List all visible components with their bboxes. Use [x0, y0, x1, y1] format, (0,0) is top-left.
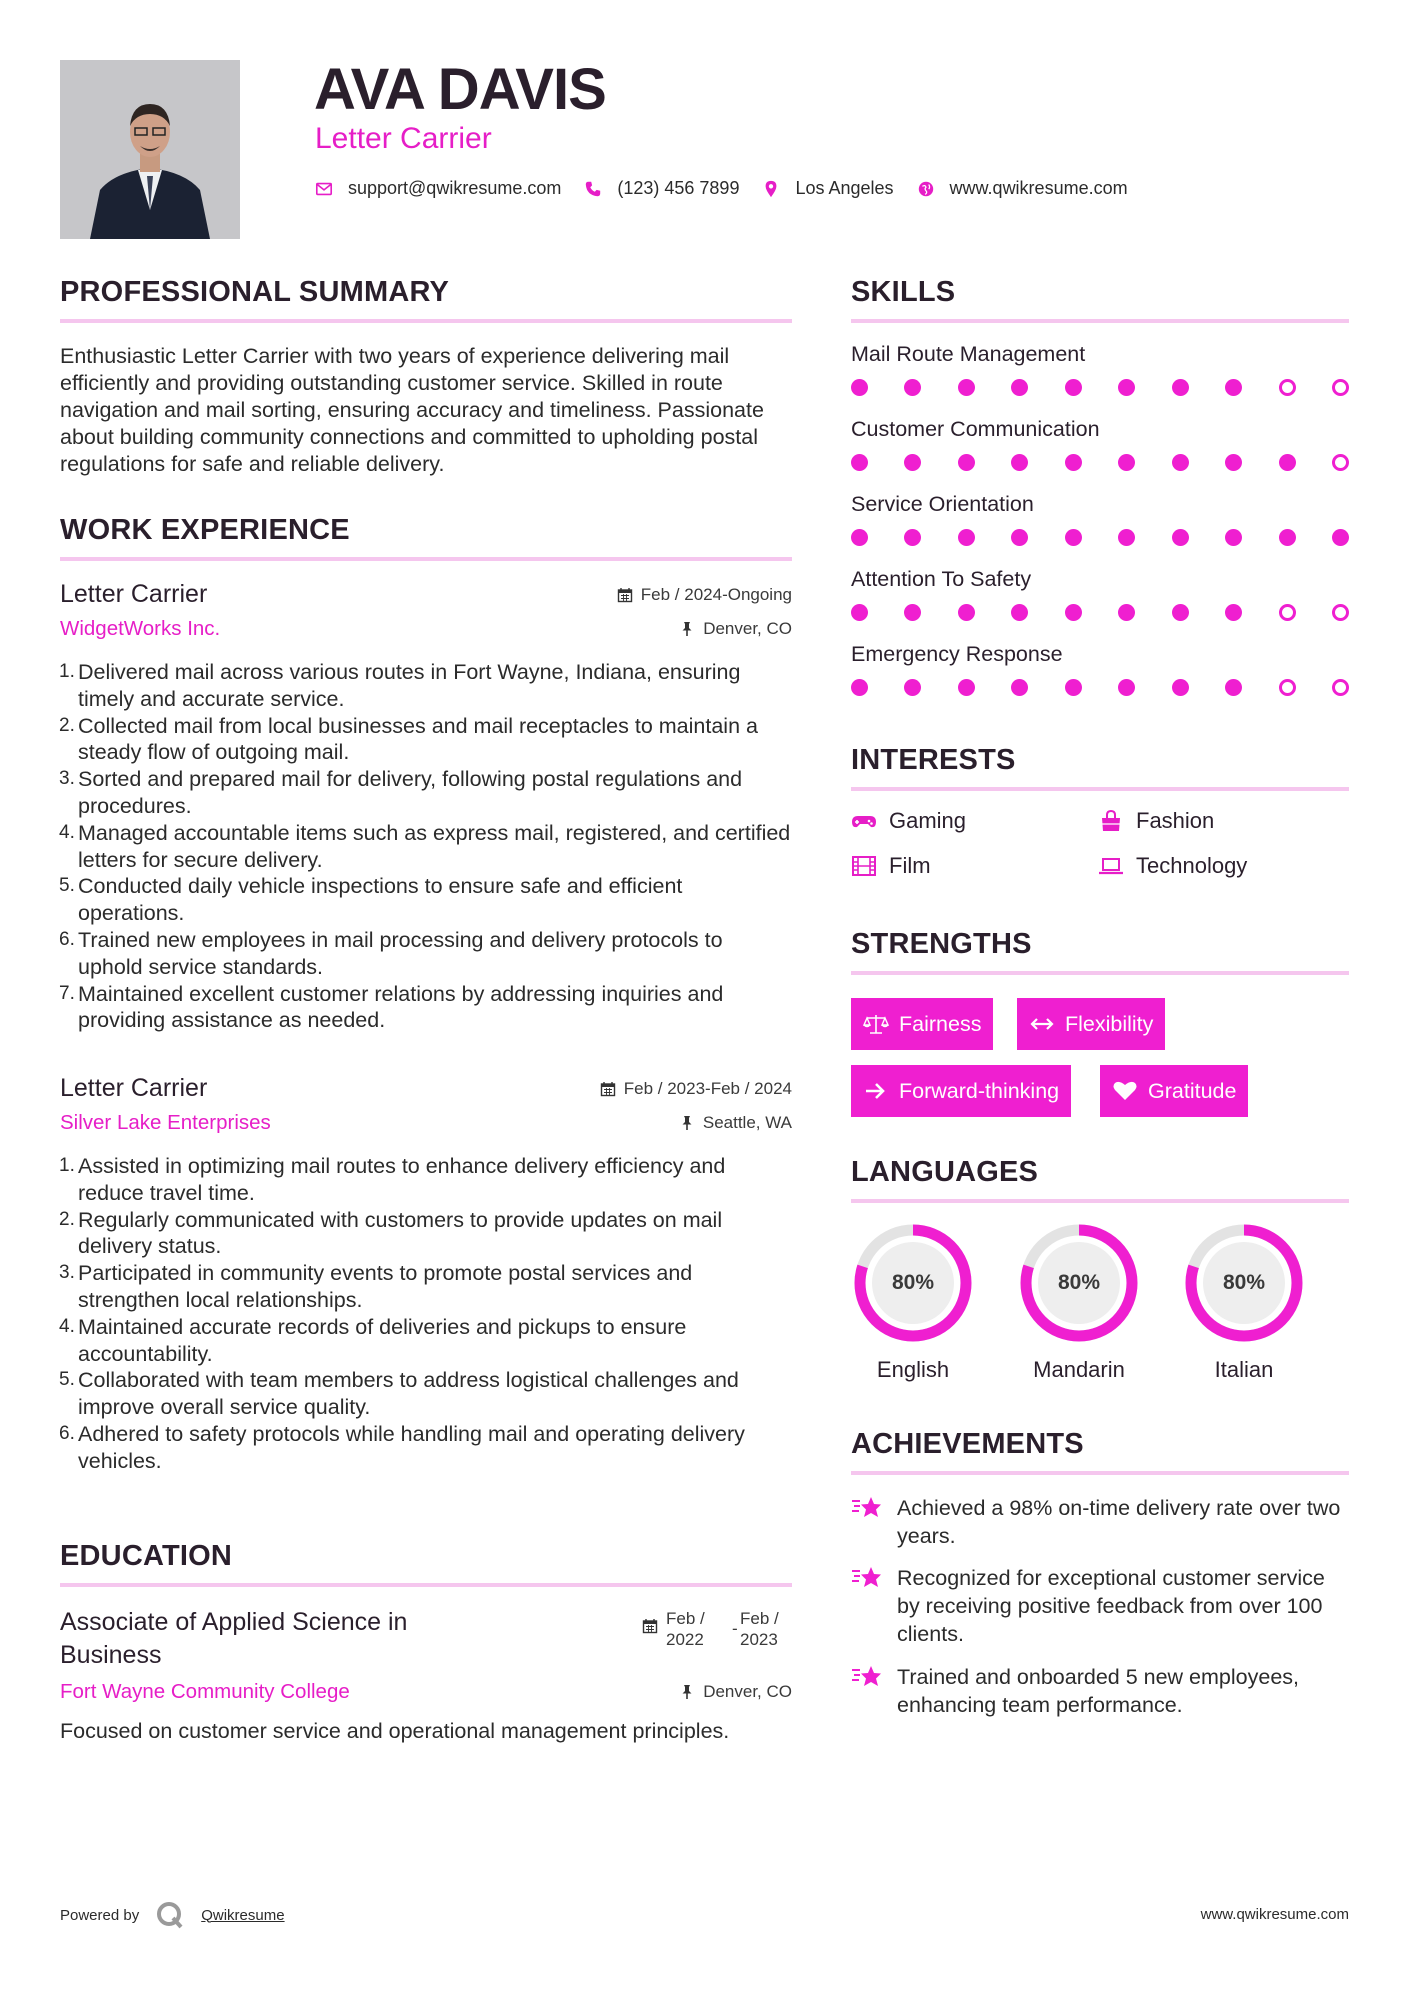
- candidate-name: AVA DAVIS: [314, 57, 606, 122]
- languages-section: [851, 1156, 1349, 1203]
- email-text: support@qwikresume.com: [348, 178, 562, 198]
- shooting-star-icon: [851, 1562, 885, 1592]
- list-item: 7. Maintained excellent customer relations by addressing inquiries and providing assistance as needed.: [59, 981, 724, 1033]
- envelope-icon: [314, 179, 334, 199]
- achievement-item: Trained and onboarded 5 new employees, enhancing team performance.: [851, 1663, 1351, 1719]
- footer-powered-by: Powered by Qwikresume: [60, 1900, 285, 1930]
- strength-tag: Flexibility: [1017, 998, 1165, 1050]
- contact-location: [761, 178, 893, 199]
- language-progress-ring: [1017, 1221, 1141, 1345]
- contact-email[interactable]: [314, 178, 561, 199]
- rating-dot-empty: [1332, 454, 1349, 471]
- rating-dot-filled: [1065, 379, 1082, 396]
- profile-photo: [60, 60, 240, 239]
- contact-phone[interactable]: [583, 178, 739, 199]
- rating-dot-filled: [1065, 604, 1082, 621]
- contact-bar: [314, 178, 1150, 199]
- footer-website[interactable]: www.qwikresume.com: [1200, 1906, 1349, 1923]
- language-name: English: [876, 1357, 950, 1382]
- skill-name: Service Orientation: [851, 492, 1034, 516]
- location-text: Los Angeles: [795, 178, 894, 198]
- rating-dot-filled: [1011, 454, 1028, 471]
- achievements-section: [851, 1428, 1349, 1475]
- arrow-right-icon: [863, 1080, 889, 1102]
- qwikresume-link[interactable]: Qwikresume: [201, 1906, 285, 1924]
- map-pin-icon: [761, 179, 781, 199]
- rating-dot-filled: [1225, 604, 1242, 621]
- rating-dot-filled: [1065, 529, 1082, 546]
- rating-dot-empty: [1279, 679, 1296, 696]
- skill-rating: [851, 679, 1349, 696]
- rating-dot-filled: [1011, 379, 1028, 396]
- shooting-star-icon: [851, 1661, 885, 1691]
- rating-dot-filled: [1225, 679, 1242, 696]
- strengths-heading: STRENGTHS: [851, 928, 1349, 975]
- rating-dot-filled: [958, 679, 975, 696]
- rating-dot-empty: [1279, 379, 1296, 396]
- summary-heading: PROFESSIONAL SUMMARY: [60, 276, 792, 323]
- rating-dot-filled: [1118, 379, 1135, 396]
- skill-name: Emergency Response: [851, 642, 1063, 666]
- rating-dot-filled: [1118, 529, 1135, 546]
- job-company: WidgetWorks Inc.: [60, 617, 221, 640]
- rating-dot-empty: [1332, 679, 1349, 696]
- skill-name: Mail Route Management: [851, 342, 1086, 366]
- skills-section: [851, 276, 1349, 323]
- rating-dot-filled: [1011, 679, 1028, 696]
- job-title: Letter Carrier: [60, 1074, 208, 1102]
- experience-heading: WORK EXPERIENCE: [60, 514, 792, 561]
- qwikresume-logo-icon: [155, 1900, 185, 1930]
- candidate-title: Letter Carrier: [315, 122, 492, 155]
- rating-dot-filled: [904, 454, 921, 471]
- rating-dot-filled: [1225, 379, 1242, 396]
- interest-item: Gaming: [851, 808, 966, 834]
- interests-heading: INTERESTS: [851, 744, 1349, 791]
- achievements-heading: ACHIEVEMENTS: [851, 1428, 1349, 1475]
- language-name: Italian: [1214, 1357, 1274, 1382]
- laptop-icon: [1098, 855, 1124, 877]
- rating-dot-filled: [1332, 529, 1349, 546]
- rating-dot-filled: [1172, 679, 1189, 696]
- education-section: [60, 1540, 792, 1587]
- list-item: 5. Conducted daily vehicle inspections to ensure safe and efficient operations.: [59, 874, 683, 926]
- strength-tag: Fairness: [851, 998, 993, 1050]
- skill-name: Attention To Safety: [851, 567, 1032, 591]
- skill-item: [851, 342, 1349, 396]
- contact-website[interactable]: [916, 178, 1128, 199]
- rating-dot-filled: [1172, 604, 1189, 621]
- interest-item: Film: [851, 853, 931, 879]
- achievement-item: Achieved a 98% on-time delivery rate over two years.: [851, 1494, 1351, 1550]
- rating-dot-filled: [851, 379, 868, 396]
- language-percent: 80%: [1057, 1271, 1101, 1294]
- rating-dot-filled: [1065, 679, 1082, 696]
- arrows-horizontal-icon: [1029, 1013, 1055, 1035]
- language-percent: 80%: [891, 1271, 935, 1294]
- education-entry: [60, 1606, 792, 1745]
- shopping-bag-icon: [1098, 810, 1124, 832]
- interest-item: Fashion: [1098, 808, 1214, 834]
- rating-dot-filled: [1172, 529, 1189, 546]
- rating-dot-filled: [851, 679, 868, 696]
- rating-dot-filled: [1172, 379, 1189, 396]
- rating-dot-filled: [904, 604, 921, 621]
- shooting-star-icon: [851, 1492, 885, 1522]
- heart-icon: [1112, 1080, 1138, 1102]
- gamepad-icon: [851, 810, 877, 832]
- rating-dot-filled: [851, 529, 868, 546]
- skill-item: [851, 567, 1349, 621]
- skill-rating: [851, 379, 1349, 396]
- language-name: Mandarin: [1033, 1357, 1125, 1382]
- list-item: 1. Assisted in optimizing mail routes to enhance delivery efficiency and reduce travel time.: [59, 1154, 726, 1205]
- rating-dot-filled: [1225, 454, 1242, 471]
- rating-dot-filled: [1279, 454, 1296, 471]
- list-item: 4. Maintained accurate records of deliveries and pickups to ensure accountability.: [59, 1314, 687, 1366]
- achievement-item: Recognized for exceptional customer service by receiving positive feedback from over 100 clients.: [851, 1564, 1351, 1648]
- rating-dot-filled: [904, 379, 921, 396]
- phone-text: (123) 456 7899: [617, 178, 740, 198]
- interest-item: Technology: [1098, 853, 1247, 879]
- job-entry: [60, 1074, 792, 1475]
- rating-dot-filled: [1011, 529, 1028, 546]
- pushpin-icon: [679, 1115, 695, 1131]
- rating-dot-filled: [958, 604, 975, 621]
- skill-item: [851, 492, 1349, 546]
- skill-item: [851, 417, 1349, 471]
- language-progress-ring: [851, 1221, 975, 1345]
- list-item: 5. Collaborated with team members to address logistical challenges and improve overall service quality.: [59, 1368, 739, 1420]
- calendar-icon: [642, 1618, 658, 1634]
- summary-section: [60, 276, 792, 478]
- rating-dot-filled: [904, 529, 921, 546]
- list-item: 3. Sorted and prepared mail for delivery, following postal regulations and procedures.: [59, 767, 743, 818]
- rating-dot-filled: [1172, 454, 1189, 471]
- phone-icon: [583, 179, 603, 199]
- rating-dot-filled: [958, 379, 975, 396]
- language-progress-ring: [1182, 1221, 1306, 1345]
- rating-dot-filled: [1118, 679, 1135, 696]
- list-item: 2. Regularly communicated with customers to provide updates on mail delivery status.: [59, 1207, 723, 1259]
- strength-tag: Forward-thinking: [851, 1065, 1071, 1117]
- job-entry: [60, 580, 792, 1034]
- language-item: [1182, 1221, 1306, 1383]
- job-bullets: [60, 1153, 792, 1475]
- education-heading: EDUCATION: [60, 1540, 792, 1587]
- skill-rating: [851, 529, 1349, 546]
- strengths-section: [851, 928, 1349, 975]
- interests-section: [851, 744, 1349, 791]
- rating-dot-filled: [1011, 604, 1028, 621]
- education-location: Denver, CO: [679, 1682, 792, 1702]
- website-text: www.qwikresume.com: [949, 178, 1128, 198]
- rating-dot-filled: [1118, 604, 1135, 621]
- education-description: Focused on customer service and operational management principles.: [60, 1719, 730, 1743]
- job-date: Feb / 2023-Feb / 2024: [600, 1079, 792, 1099]
- language-item: [1017, 1221, 1141, 1383]
- calendar-icon: [600, 1081, 616, 1097]
- list-item: 2. Collected mail from local businesses and mail receptacles to maintain a steady flow of outgoing mail.: [59, 713, 758, 765]
- languages-heading: LANGUAGES: [851, 1156, 1349, 1203]
- language-percent: 80%: [1222, 1271, 1266, 1294]
- rating-dot-filled: [904, 679, 921, 696]
- skill-name: Customer Communication: [851, 417, 1100, 441]
- list-item: 6. Trained new employees in mail processing and delivery protocols to uphold service standards.: [59, 927, 723, 979]
- job-location: Denver, CO: [679, 619, 792, 639]
- school-name: Fort Wayne Community College: [60, 1680, 350, 1703]
- rating-dot-empty: [1332, 379, 1349, 396]
- job-bullets: [60, 659, 792, 1034]
- rating-dot-empty: [1279, 604, 1296, 621]
- pushpin-icon: [679, 621, 695, 637]
- job-date: Feb / 2024-Ongoing: [617, 585, 792, 605]
- globe-icon: [916, 179, 936, 199]
- job-company: Silver Lake Enterprises: [60, 1111, 271, 1134]
- rating-dot-filled: [1118, 454, 1135, 471]
- rating-dot-filled: [851, 454, 868, 471]
- skill-item: [851, 642, 1349, 696]
- list-item: 4. Managed accountable items such as express mail, registered, and certified letters for secure delivery.: [59, 820, 791, 872]
- education-date: Feb / 2022 - Feb / 2023: [642, 1608, 792, 1650]
- language-item: [851, 1221, 975, 1383]
- strength-tag: Gratitude: [1100, 1065, 1248, 1117]
- experience-section: [60, 514, 792, 561]
- list-item: 1. Delivered mail across various routes in Fort Wayne, Indiana, ensuring timely and accurate service.: [59, 660, 741, 711]
- skills-heading: SKILLS: [851, 276, 1349, 323]
- job-title: Letter Carrier: [60, 580, 208, 608]
- rating-dot-filled: [851, 604, 868, 621]
- summary-text: Enthusiastic Letter Carrier with two years of experience delivering mail efficiently and providing outstanding customer service. Skilled in route navigation and mail sorting, ensuring accuracy and timeliness. Passionate about building community connections and committed to upholding postal regulations for safe and reliable delivery.: [60, 344, 764, 476]
- pushpin-icon: [679, 1684, 695, 1700]
- balance-scale-icon: [863, 1013, 889, 1035]
- rating-dot-filled: [958, 454, 975, 471]
- degree-title: Associate of Applied Science in Business: [60, 1608, 408, 1669]
- rating-dot-filled: [1279, 529, 1296, 546]
- job-location: Seattle, WA: [679, 1113, 792, 1133]
- rating-dot-filled: [1065, 454, 1082, 471]
- list-item: 3. Participated in community events to promote postal services and strengthen local relationships.: [59, 1261, 693, 1312]
- skill-rating: [851, 454, 1349, 471]
- rating-dot-filled: [1225, 529, 1242, 546]
- film-icon: [851, 855, 877, 877]
- rating-dot-filled: [958, 529, 975, 546]
- rating-dot-empty: [1332, 604, 1349, 621]
- calendar-icon: [617, 587, 633, 603]
- skill-rating: [851, 604, 1349, 621]
- list-item: 6. Adhered to safety protocols while handling mail and operating delivery vehicles.: [59, 1421, 745, 1473]
